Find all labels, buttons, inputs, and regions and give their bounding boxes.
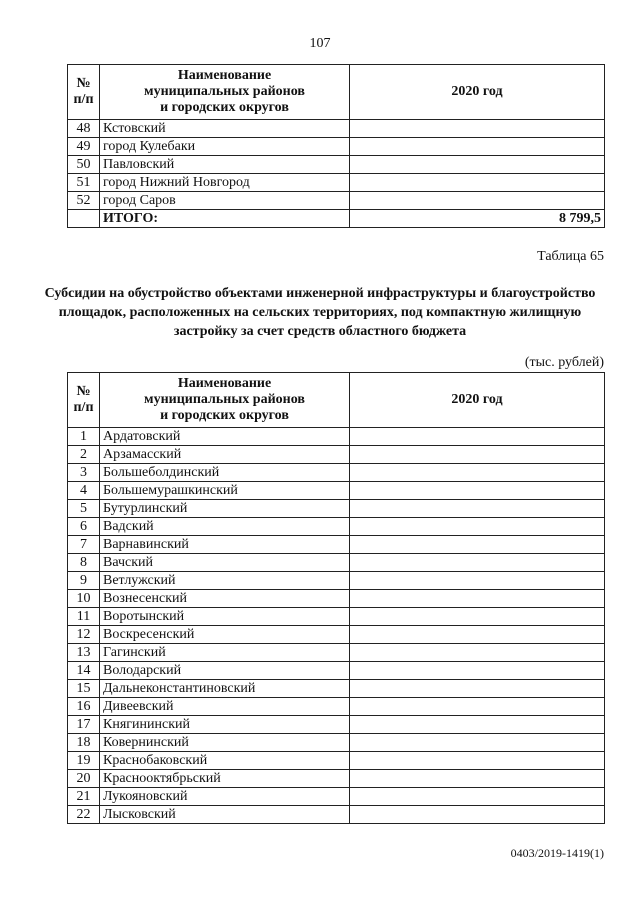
table-row xyxy=(68,482,605,500)
row-value xyxy=(350,716,605,734)
row-number: 48 xyxy=(68,120,100,138)
row-value xyxy=(350,734,605,752)
row-value xyxy=(350,806,605,824)
table-row xyxy=(68,428,605,446)
table-row xyxy=(68,120,605,138)
row-name: Краснооктябрьский xyxy=(100,770,350,788)
row-value xyxy=(350,536,605,554)
row-number: 11 xyxy=(68,608,100,626)
table-title: Субсидии на обустройство объектами инженерной инфраструктуры и благоустройство площадок, расположенных на сельских территориях, под компактную жилищную застройку за счет средств областного бюджета xyxy=(44,286,596,339)
table-row xyxy=(68,626,605,644)
header-name-line: и городских округов xyxy=(160,100,289,115)
table-row xyxy=(68,806,605,824)
row-name: Вачский xyxy=(100,554,350,572)
table-row xyxy=(68,554,605,572)
row-name: Воскресенский xyxy=(100,626,350,644)
row-name: Павловский xyxy=(100,156,350,174)
table-header-row xyxy=(68,65,605,120)
column-header-year: 2020 год xyxy=(350,65,605,120)
column-header-number xyxy=(68,65,100,120)
table-row xyxy=(68,770,605,788)
row-value xyxy=(350,626,605,644)
row-name: Арзамасский xyxy=(100,446,350,464)
table-row xyxy=(68,192,605,210)
row-number: 52 xyxy=(68,192,100,210)
row-value xyxy=(350,174,605,192)
row-name: Лысковский xyxy=(100,806,350,824)
row-name: Ковернинский xyxy=(100,734,350,752)
column-header-year: 2020 год xyxy=(350,373,605,428)
row-number: 19 xyxy=(68,752,100,770)
table-row xyxy=(68,716,605,734)
row-value xyxy=(350,572,605,590)
row-number: 15 xyxy=(68,680,100,698)
row-number: 13 xyxy=(68,644,100,662)
table-row xyxy=(68,156,605,174)
row-number: 10 xyxy=(68,590,100,608)
row-value xyxy=(350,518,605,536)
row-value xyxy=(350,770,605,788)
table-row xyxy=(68,500,605,518)
row-value xyxy=(350,500,605,518)
row-name: Кстовский xyxy=(100,120,350,138)
row-value xyxy=(350,138,605,156)
row-number: 4 xyxy=(68,482,100,500)
table-row xyxy=(68,680,605,698)
row-value xyxy=(350,590,605,608)
row-name: Вознесенский xyxy=(100,590,350,608)
header-name-line: Наименование xyxy=(177,68,272,83)
row-name: Краснобаковский xyxy=(100,752,350,770)
row-value xyxy=(350,446,605,464)
row-value xyxy=(350,192,605,210)
row-name: Варнавинский xyxy=(100,536,350,554)
row-name: город Нижний Новгород xyxy=(100,174,350,192)
table-row xyxy=(68,662,605,680)
total-value: 8 799,5 xyxy=(350,210,605,228)
row-name: Гагинский xyxy=(100,644,350,662)
row-name: Дивеевский xyxy=(100,698,350,716)
row-name: Ветлужский xyxy=(100,572,350,590)
row-number: 18 xyxy=(68,734,100,752)
row-number: 21 xyxy=(68,788,100,806)
total-num-cell xyxy=(68,210,100,228)
row-name: Княгининский xyxy=(100,716,350,734)
table-row xyxy=(68,518,605,536)
row-number: 9 xyxy=(68,572,100,590)
header-name-line: и городских округов xyxy=(160,408,289,423)
row-value xyxy=(350,428,605,446)
header-num-text: № п/п xyxy=(73,76,94,107)
column-header-number xyxy=(68,373,100,428)
header-name-line: муниципальных районов xyxy=(144,84,305,99)
row-number: 17 xyxy=(68,716,100,734)
row-number: 22 xyxy=(68,806,100,824)
row-number: 8 xyxy=(68,554,100,572)
row-value xyxy=(350,120,605,138)
column-header-name xyxy=(100,373,350,428)
total-row xyxy=(68,210,605,228)
document-code: 0403/2019-1419(1) xyxy=(510,846,604,860)
subsidy-table xyxy=(67,372,605,824)
row-value xyxy=(350,608,605,626)
table-row xyxy=(68,446,605,464)
row-name: Большеболдинский xyxy=(100,464,350,482)
row-number: 20 xyxy=(68,770,100,788)
table-label: Таблица 65 xyxy=(537,249,604,264)
row-value xyxy=(350,662,605,680)
units-label: (тыс. рублей) xyxy=(524,355,604,370)
row-value xyxy=(350,788,605,806)
row-number: 1 xyxy=(68,428,100,446)
row-value xyxy=(350,752,605,770)
row-value xyxy=(350,554,605,572)
header-num-text: № п/п xyxy=(73,384,94,415)
column-header-name xyxy=(100,65,350,120)
row-number: 16 xyxy=(68,698,100,716)
row-name: Володарский xyxy=(100,662,350,680)
table-row xyxy=(68,608,605,626)
row-number: 51 xyxy=(68,174,100,192)
table-row xyxy=(68,752,605,770)
row-name: Большемурашкинский xyxy=(100,482,350,500)
row-number: 14 xyxy=(68,662,100,680)
row-number: 49 xyxy=(68,138,100,156)
row-value xyxy=(350,698,605,716)
header-name-line: Наименование xyxy=(177,376,272,391)
row-value xyxy=(350,644,605,662)
row-name: город Кулебаки xyxy=(100,138,350,156)
row-name: город Саров xyxy=(100,192,350,210)
row-name: Лукояновский xyxy=(100,788,350,806)
page-number: 107 xyxy=(309,36,331,51)
row-name: Ардатовский xyxy=(100,428,350,446)
row-number: 7 xyxy=(68,536,100,554)
row-number: 12 xyxy=(68,626,100,644)
total-label: ИТОГО: xyxy=(100,210,350,228)
table-row xyxy=(68,644,605,662)
row-number: 2 xyxy=(68,446,100,464)
table-row xyxy=(68,590,605,608)
row-name: Дальнеконстантиновский xyxy=(100,680,350,698)
table-row xyxy=(68,174,605,192)
row-number: 6 xyxy=(68,518,100,536)
header-name-line: муниципальных районов xyxy=(144,392,305,407)
row-number: 5 xyxy=(68,500,100,518)
row-value xyxy=(350,156,605,174)
table-row xyxy=(68,464,605,482)
table-row xyxy=(68,698,605,716)
table-row xyxy=(68,536,605,554)
table-continued xyxy=(67,64,605,228)
table-header-row xyxy=(68,373,605,428)
table-row xyxy=(68,788,605,806)
row-value xyxy=(350,482,605,500)
table-row xyxy=(68,734,605,752)
table-row xyxy=(68,138,605,156)
row-value xyxy=(350,464,605,482)
row-name: Воротынский xyxy=(100,608,350,626)
row-value xyxy=(350,680,605,698)
row-number: 50 xyxy=(68,156,100,174)
row-name: Вадский xyxy=(100,518,350,536)
table-row xyxy=(68,572,605,590)
row-name: Бутурлинский xyxy=(100,500,350,518)
row-number: 3 xyxy=(68,464,100,482)
